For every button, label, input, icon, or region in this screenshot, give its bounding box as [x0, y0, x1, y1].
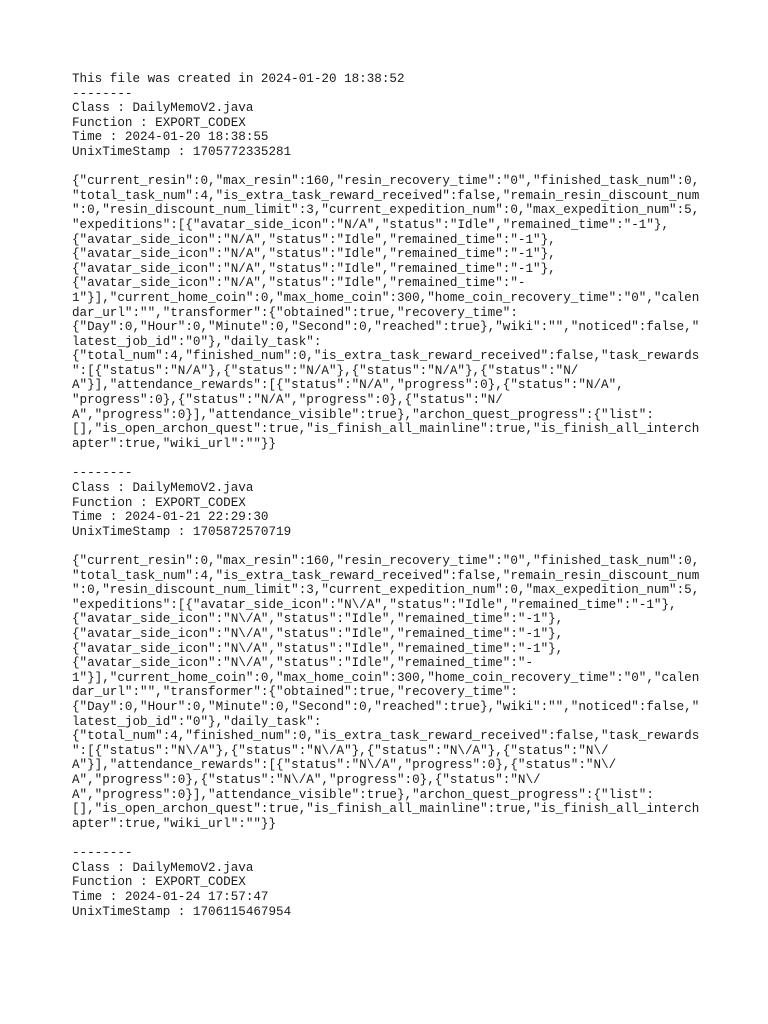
- json-line: dar_url":"","transformer":{"obtained":true,"recovery_time":: [72, 685, 518, 700]
- json-payload: [72, 174, 702, 451]
- json-line: "total_task_num":4,"is_extra_task_reward_received":false,"remain_resin_discount_num: [72, 188, 700, 203]
- json-line: A","progress":0}],"attendance_visible":true},"archon_quest_progress":{"list":: [72, 407, 654, 422]
- json-line: 1"}],"current_home_coin":0,"max_home_coin":300,"home_coin_recovery_time":"0","calen: [72, 670, 700, 685]
- json-line: A","progress":0},{"status":"N\/A","progress":0},{"status":"N\/: [72, 772, 541, 787]
- json-line: {"avatar_side_icon":"N/A","status":"Idle","remained_time":"-: [72, 276, 526, 291]
- json-line: ":[{"status":"N\/A"},{"status":"N\/A"},{"status":"N\/A"},{"status":"N\/: [72, 743, 609, 758]
- json-line: "total_task_num":4,"is_extra_task_reward_received":false,"remain_resin_discount_num: [72, 568, 700, 583]
- json-line: "expeditions":[{"avatar_side_icon":"N/A","status":"Idle","remained_time":"-1"},: [72, 217, 670, 232]
- json-payload: [72, 554, 702, 831]
- json-line: 1"}],"current_home_coin":0,"max_home_coin":300,"home_coin_recovery_time":"0","calen: [72, 290, 700, 305]
- separator: --------: [72, 846, 133, 861]
- json-line: ":[{"status":"N/A"},{"status":"N/A"},{"status":"N/A"},{"status":"N/: [72, 363, 579, 378]
- json-line: apter":true,"wiki_url":""}}: [72, 436, 277, 451]
- class-line: Class : DailyMemoV2.java: [72, 101, 254, 116]
- unix-timestamp-line: UnixTimeStamp : 1706115467954: [72, 904, 292, 919]
- log-document: [72, 72, 702, 919]
- time-line: Time : 2024-01-21 22:29:30: [72, 510, 269, 525]
- json-line: ":0,"resin_discount_num_limit":3,"current_expedition_num":0,"max_expedition_num":5,: [72, 583, 700, 598]
- json-line: A"}],"attendance_rewards":[{"status":"N/A","progress":0},{"status":"N/A",: [72, 378, 624, 393]
- json-line: {"avatar_side_icon":"N\/A","status":"Idle","remained_time":"-1"},: [72, 626, 564, 641]
- json-line: "progress":0},{"status":"N/A","progress":0},{"status":"N/: [72, 393, 503, 408]
- json-line: {"Day":0,"Hour":0,"Minute":0,"Second":0,"reached":true},"wiki":"","noticed":false,": [72, 699, 700, 714]
- json-line: [],"is_open_archon_quest":true,"is_finish_all_mainline":true,"is_finish_all_interch: [72, 422, 700, 437]
- json-line: ":0,"resin_discount_num_limit":3,"current_expedition_num":0,"max_expedition_num":5,: [72, 203, 700, 218]
- json-line: apter":true,"wiki_url":""}}: [72, 816, 277, 831]
- json-line: {"avatar_side_icon":"N\/A","status":"Idle","remained_time":"-1"},: [72, 641, 564, 656]
- json-line: {"total_num":4,"finished_num":0,"is_extra_task_reward_received":false,"task_rewards: [72, 349, 700, 364]
- unix-timestamp-line: UnixTimeStamp : 1705772335281: [72, 144, 292, 159]
- function-line: Function : EXPORT_CODEX: [72, 875, 246, 890]
- function-line: Function : EXPORT_CODEX: [72, 115, 246, 130]
- file-created-header: This file was created in 2024-01-20 18:38:52: [72, 72, 405, 86]
- json-line: dar_url":"","transformer":{"obtained":true,"recovery_time":: [72, 305, 518, 320]
- log-entry: [72, 481, 702, 831]
- json-line: "expeditions":[{"avatar_side_icon":"N\/A","status":"Idle","remained_time":"-1"},: [72, 597, 677, 612]
- json-line: {"avatar_side_icon":"N/A","status":"Idle","remained_time":"-1"},: [72, 232, 556, 247]
- json-line: {"total_num":4,"finished_num":0,"is_extra_task_reward_received":false,"task_rewards: [72, 729, 700, 744]
- class-line: Class : DailyMemoV2.java: [72, 481, 254, 496]
- log-entry: [72, 101, 702, 451]
- json-line: A"}],"attendance_rewards":[{"status":"N\/A","progress":0},{"status":"N\/: [72, 758, 617, 773]
- json-line: [],"is_open_archon_quest":true,"is_finish_all_mainline":true,"is_finish_all_interch: [72, 802, 700, 817]
- json-line: {"Day":0,"Hour":0,"Minute":0,"Second":0,"reached":true},"wiki":"","noticed":false,": [72, 320, 700, 335]
- time-line: Time : 2024-01-24 17:57:47: [72, 890, 269, 905]
- log-entry: [72, 861, 702, 919]
- json-line: latest_job_id":"0"},"daily_task":: [72, 714, 322, 729]
- class-line: Class : DailyMemoV2.java: [72, 860, 254, 875]
- separator: --------: [72, 466, 133, 481]
- json-line: {"avatar_side_icon":"N/A","status":"Idle","remained_time":"-1"},: [72, 247, 556, 262]
- json-line: {"avatar_side_icon":"N/A","status":"Idle","remained_time":"-1"},: [72, 261, 556, 276]
- json-line: {"current_resin":0,"max_resin":160,"resin_recovery_time":"0","finished_task_num":0,: [72, 174, 700, 189]
- json-line: latest_job_id":"0"},"daily_task":: [72, 334, 322, 349]
- json-line: {"current_resin":0,"max_resin":160,"resin_recovery_time":"0","finished_task_num":0,: [72, 554, 700, 568]
- unix-timestamp-line: UnixTimeStamp : 1705872570719: [72, 524, 292, 539]
- separator: --------: [72, 86, 133, 101]
- json-line: {"avatar_side_icon":"N\/A","status":"Idle","remained_time":"-: [72, 656, 534, 671]
- json-line: A","progress":0}],"attendance_visible":true},"archon_quest_progress":{"list":: [72, 787, 654, 802]
- time-line: Time : 2024-01-20 18:38:55: [72, 130, 269, 145]
- json-line: {"avatar_side_icon":"N\/A","status":"Idle","remained_time":"-1"},: [72, 612, 564, 627]
- function-line: Function : EXPORT_CODEX: [72, 495, 246, 510]
